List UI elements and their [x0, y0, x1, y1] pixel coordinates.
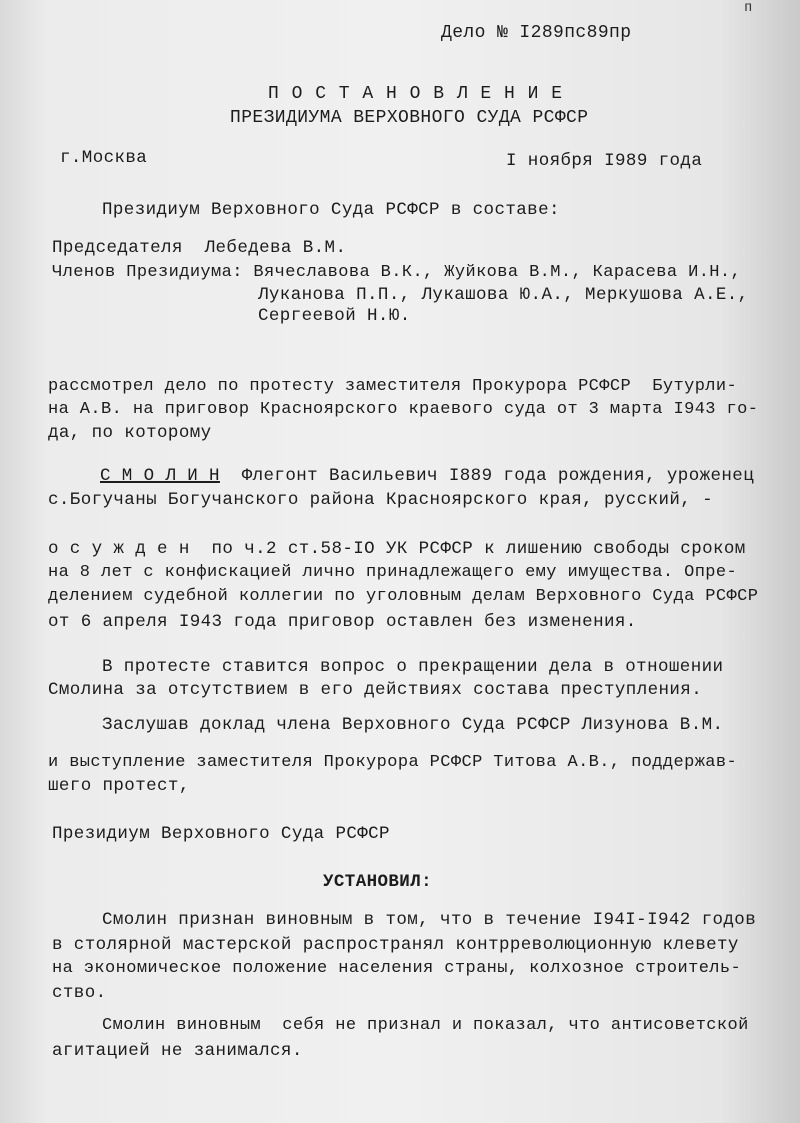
paragraph-2-line-2: с.Богучаны Богучанского района Красноярского края, русский, - [48, 490, 714, 510]
paragraph-1-line-1: рассмотрел дело по протесту заместителя Прокурора РСФСР Бутурли- [48, 377, 738, 396]
paragraph-7-line-3: на экономическое положение населения страны, колхозное строитель- [52, 959, 742, 978]
document-subtitle: ПРЕЗИДИУМА ВЕРХОВНОГО СУДА РСФСР [230, 108, 589, 128]
paragraph-5-line-1: Заслушав доклад члена Верховного Суда РСФСР Лизунова В.М. [102, 715, 724, 735]
members-line-2: Луканова П.П., Лукашова Ю.А., Меркушова А.Е., [258, 285, 749, 305]
paragraph-7-line-4: ство. [52, 983, 107, 1003]
paragraph-4-line-1: В протесте ставится вопрос о прекращении дела в отношении [102, 657, 724, 677]
paragraph-7-line-2: в столярной мастерской распространял контрреволюционную клевету [52, 935, 739, 955]
paragraph-3-line-3: делением судебной коллегии по уголовным делам Верховного Суда РСФСР [48, 587, 759, 606]
paragraph-2-line-1 [100, 465, 754, 487]
members-line-1: Членов Президиума: Вячеславова В.К., Жуйкова В.М., Карасева И.Н., [52, 263, 742, 282]
established-heading: УСТАНОВИЛ: [323, 872, 433, 892]
paragraph-3-line-2: на 8 лет с конфискацией лично принадлежащего ему имущества. Опре- [48, 563, 738, 582]
members-line-3: Сергеевой Н.Ю. [258, 306, 411, 326]
paragraph-6: Президиум Верховного Суда РСФСР [52, 824, 390, 844]
paragraph-7-line-1: Смолин признан виновным в том, что в течение I94I-I942 годов [102, 910, 757, 930]
city: г.Москва [60, 148, 148, 168]
defendant-details: Флегонт Васильевич I889 года рождения, уроженец [219, 466, 755, 486]
paragraph-1-line-3: да, по которому [48, 423, 212, 443]
chairman: Председателя Лебедева В.М. [52, 238, 347, 258]
paragraph-8-line-2: агитацией не занимался. [52, 1041, 303, 1061]
corner-handwritten-mark: ᴨ [744, 0, 755, 16]
paragraph-3-line-1: о с у ж д е н по ч.2 ст.58-IО УК РСФСР к лишению свободы сроком [48, 539, 746, 559]
paragraph-5-line-3: шего протест, [48, 776, 190, 796]
paragraph-8-line-1: Смолин виновным себя не признал и показал, что антисоветской [102, 1016, 749, 1035]
document-title: П О С Т А Н О В Л Е Н И Е [268, 84, 564, 104]
paragraph-5-line-2: и выступление заместителя Прокурора РСФСР Титова А.В., поддержав- [48, 753, 738, 772]
paragraph-1-line-2: на А.В. на приговор Красноярского краевого суда от 3 марта I943 го- [48, 400, 759, 419]
composition-intro: Президиум Верховного Суда РСФСР в составе: [102, 200, 560, 220]
case-number: Дело № I289пс89пр [441, 23, 632, 43]
defendant-name: С М О Л И Н [100, 466, 220, 486]
paragraph-3-line-4: от 6 апреля I943 года приговор оставлен без изменения. [48, 612, 637, 632]
paragraph-4-line-2: Смолина за отсутствием в его действиях состава преступления. [48, 680, 703, 700]
date: I ноября I989 года [506, 151, 703, 171]
